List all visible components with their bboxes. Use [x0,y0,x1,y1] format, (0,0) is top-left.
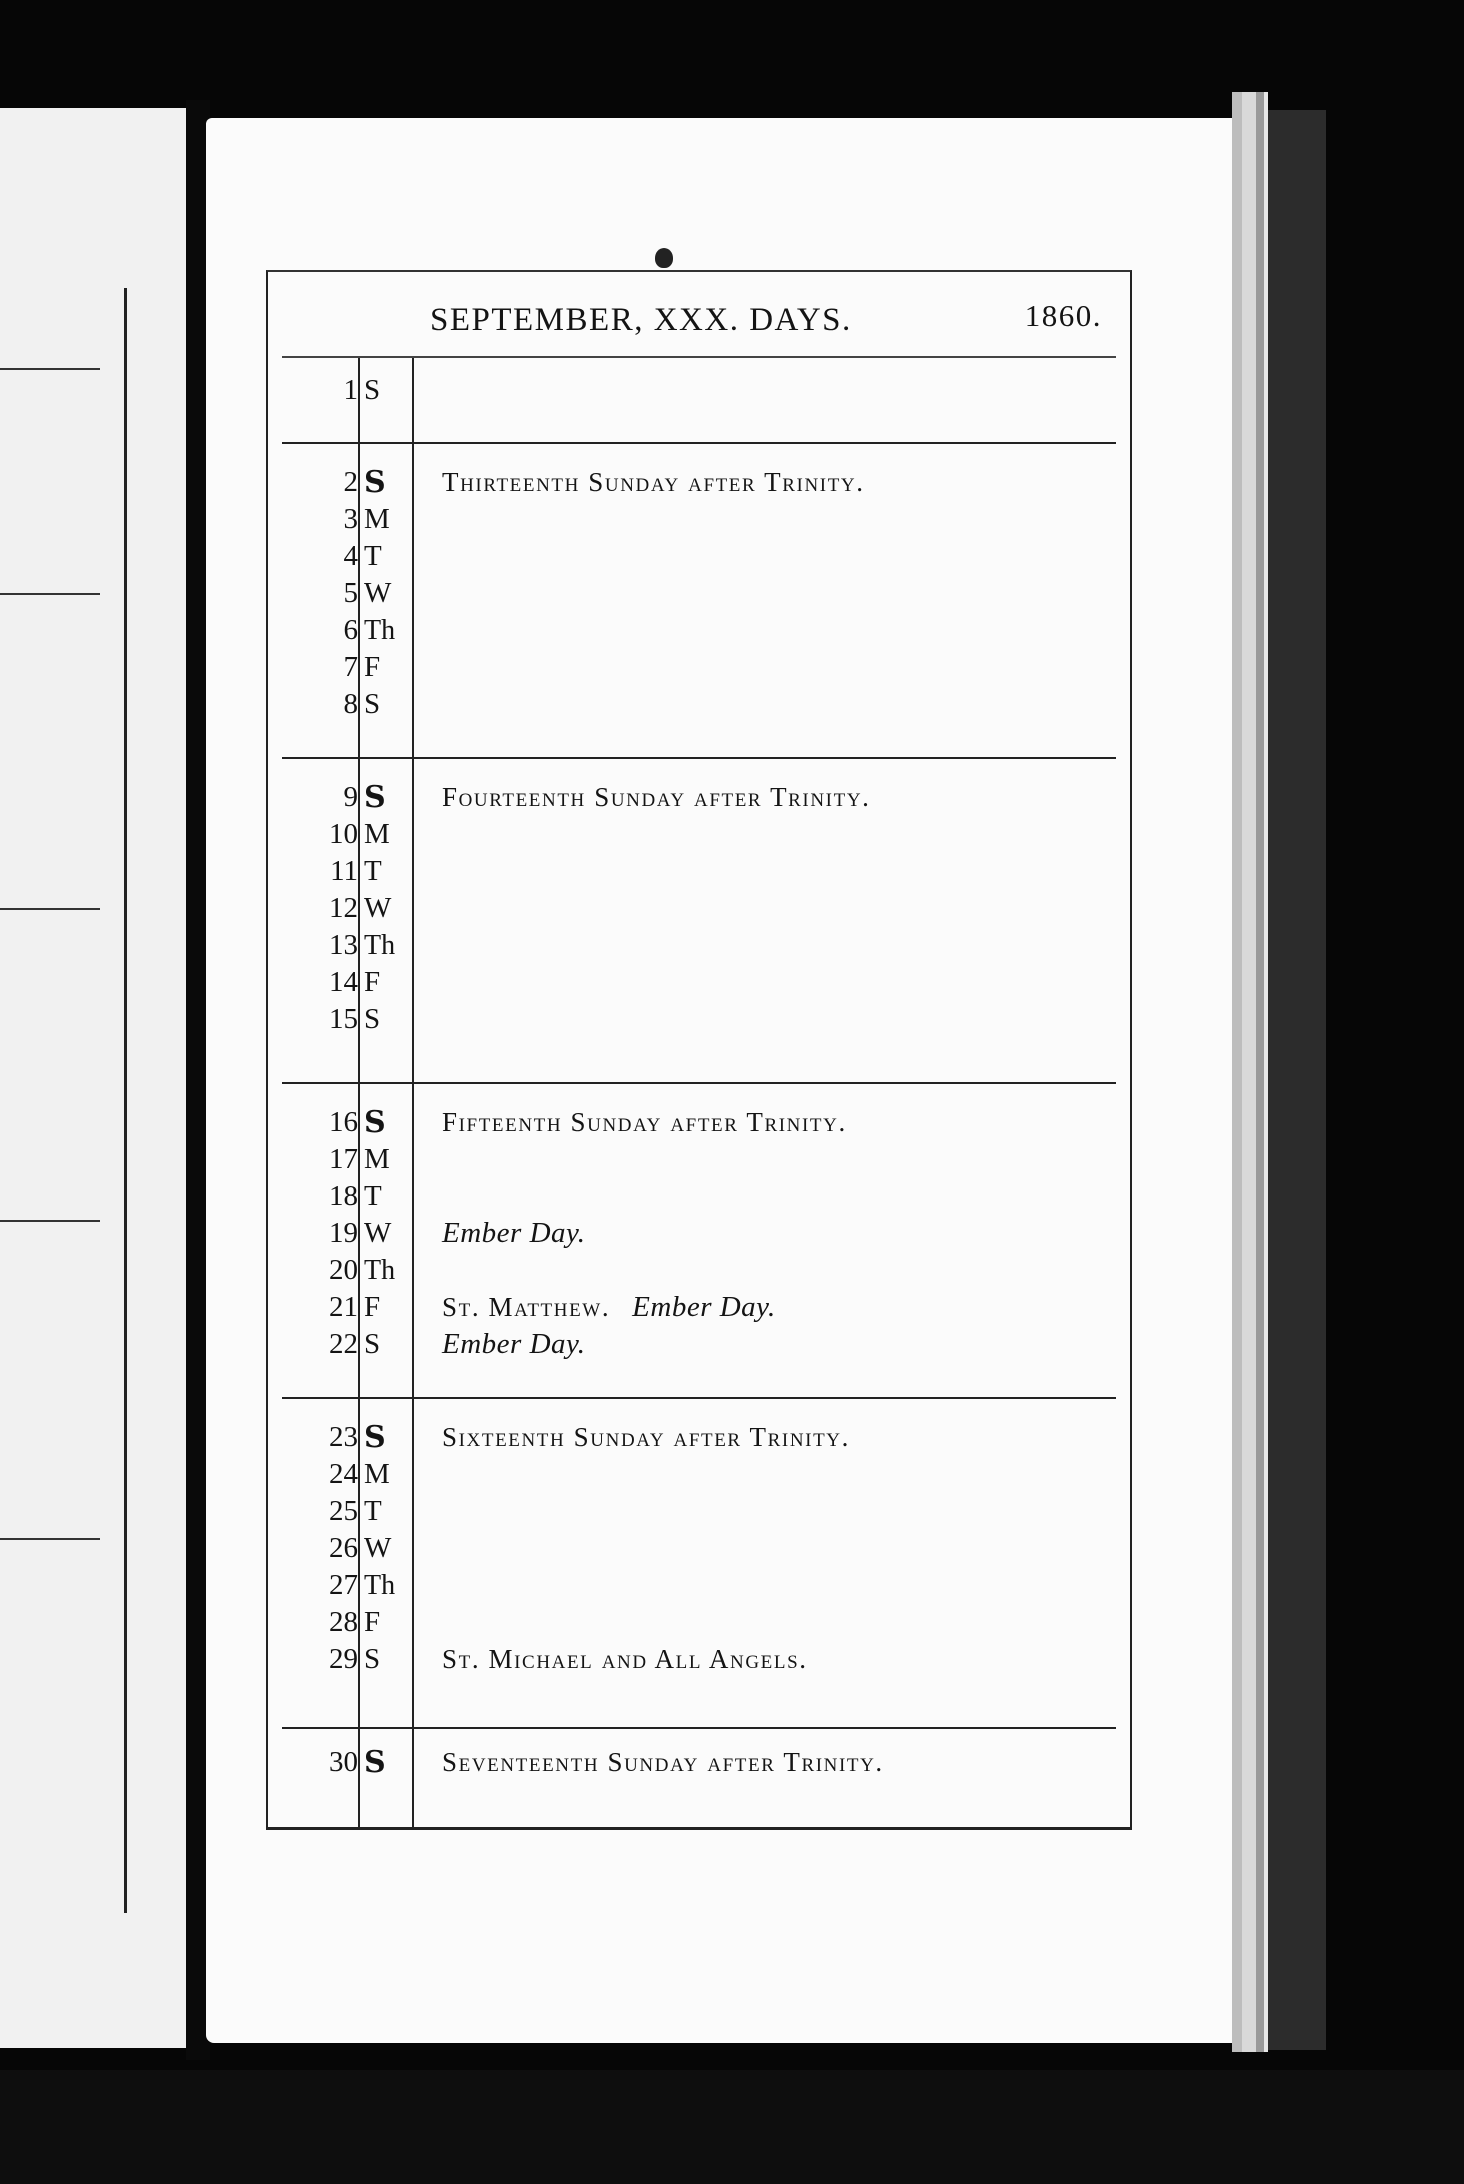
day-number-column [282,358,358,443]
day-number-column [282,759,358,1084]
weekday-letter: S [364,1643,381,1675]
day-letter-column [358,444,414,759]
day-number: 27 [329,1569,358,1601]
day-number: 10 [329,818,358,850]
day-number: 30 [329,1746,358,1778]
note-text: Fifteenth Sunday after Trinity. [442,1107,847,1137]
weekday-letter: T [364,540,382,572]
day-number-column [282,1084,358,1399]
weekday-letter: Th [364,930,396,961]
day-number: 2 [343,466,358,498]
day-number: 8 [343,688,358,720]
sunday-letter: S [364,780,386,815]
weekday-letter: M [364,818,390,850]
weekday-letter: W [364,1532,392,1564]
day-number: 18 [329,1180,358,1212]
day-number: 12 [329,892,358,924]
day-letter-column [358,759,414,1084]
weekday-letter: F [364,1291,381,1323]
day-number: 3 [343,503,358,535]
ornament-icon [655,248,673,268]
left-page-line [0,1538,100,1540]
day-number: 11 [330,855,358,887]
left-page-line [0,1220,100,1222]
weekday-letter: F [364,966,381,998]
day-number: 4 [343,540,358,572]
day-number: 25 [329,1495,358,1527]
day-number: 13 [329,929,358,961]
sunday-observance [442,1744,884,1781]
background-shadow [0,2070,1464,2184]
week-block [282,356,1116,443]
day-number: 17 [329,1143,358,1175]
sunday-letter: S [364,465,386,500]
week-block [282,442,1116,759]
day-number: 20 [329,1254,358,1286]
sunday-observance [442,1104,847,1141]
page-title: SEPTEMBER, XXX. DAYS. [430,302,852,338]
weekday-letter: W [364,1217,392,1249]
left-facing-page [0,108,186,2048]
note-text: Thirteenth Sunday after Trinity. [442,467,865,497]
left-page-rule [124,288,127,1913]
sunday-observance [442,1419,850,1456]
day-number: 21 [329,1291,358,1323]
weekday-letter: M [364,503,390,535]
day-number: 24 [329,1458,358,1490]
ember-day-note: Ember Day. [632,1291,776,1323]
day-number: 9 [343,781,358,813]
note-text: Fourteenth Sunday after Trinity. [442,782,871,812]
weekday-letter: Th [364,615,396,646]
day-number: 23 [329,1421,358,1453]
day-number: 5 [343,577,358,609]
weekday-letter: T [364,1495,382,1527]
left-page-line [0,593,100,595]
day-number: 1 [343,374,358,406]
day-number: 7 [343,651,358,683]
day-number-column [282,444,358,759]
day-number: 6 [343,614,358,646]
weekday-letter: F [364,1606,381,1638]
page-edges [1242,92,1256,2052]
note-text: Seventeenth Sunday after Trinity. [442,1747,884,1777]
sunday-observance [442,464,865,501]
weekday-letter: M [364,1143,390,1175]
weekday-letter: T [364,855,382,887]
note-text: St. Matthew. [442,1292,611,1322]
day-letter-column [358,358,414,443]
sunday-letter: S [364,1745,386,1780]
feast-note [442,1289,776,1326]
day-number: 16 [329,1106,358,1138]
weekday-letter: W [364,577,392,609]
book-cover [1268,110,1326,2050]
page-year: 1860. [1024,298,1102,333]
feast-note [442,1215,586,1252]
week-block [282,1397,1116,1729]
feast-note [442,1326,586,1363]
weekday-letter: S [364,374,381,406]
sunday-observance [442,779,871,816]
day-letter-column [358,1084,414,1399]
day-number: 14 [329,966,358,998]
weekday-letter: S [364,688,381,720]
day-letter-column [358,1729,414,1829]
day-letter-column [358,1399,414,1729]
sunday-letter: S [364,1105,386,1140]
week-block [282,1727,1116,1829]
sunday-letter: S [364,1420,386,1455]
week-block [282,757,1116,1084]
calendar-table [266,270,1132,1830]
note-text: St. Michael and All Angels. [442,1644,808,1674]
weekday-letter: M [364,1458,390,1490]
weekday-letter: S [364,1328,381,1360]
weekday-letter: Th [364,1570,396,1601]
day-number: 29 [329,1643,358,1675]
left-page-line [0,368,100,370]
feast-note [442,1641,808,1678]
week-block [282,1082,1116,1399]
day-number-column [282,1399,358,1729]
day-number: 19 [329,1217,358,1249]
weekday-letter: T [364,1180,382,1212]
day-number: 22 [329,1328,358,1360]
weekday-letter: S [364,1003,381,1035]
weekday-letter: F [364,651,381,683]
page-edges [1232,92,1242,2052]
day-number: 28 [329,1606,358,1638]
day-number: 26 [329,1532,358,1564]
page-edges [1256,92,1264,2052]
weekday-letter: W [364,892,392,924]
note-text: Ember Day. [442,1217,586,1249]
day-number: 15 [329,1003,358,1035]
note-text: Ember Day. [442,1328,586,1360]
left-page-line [0,908,100,910]
note-text: Sixteenth Sunday after Trinity. [442,1422,850,1452]
calendar-header [268,272,1130,356]
day-number-column [282,1729,358,1829]
weekday-letter: Th [364,1255,396,1286]
